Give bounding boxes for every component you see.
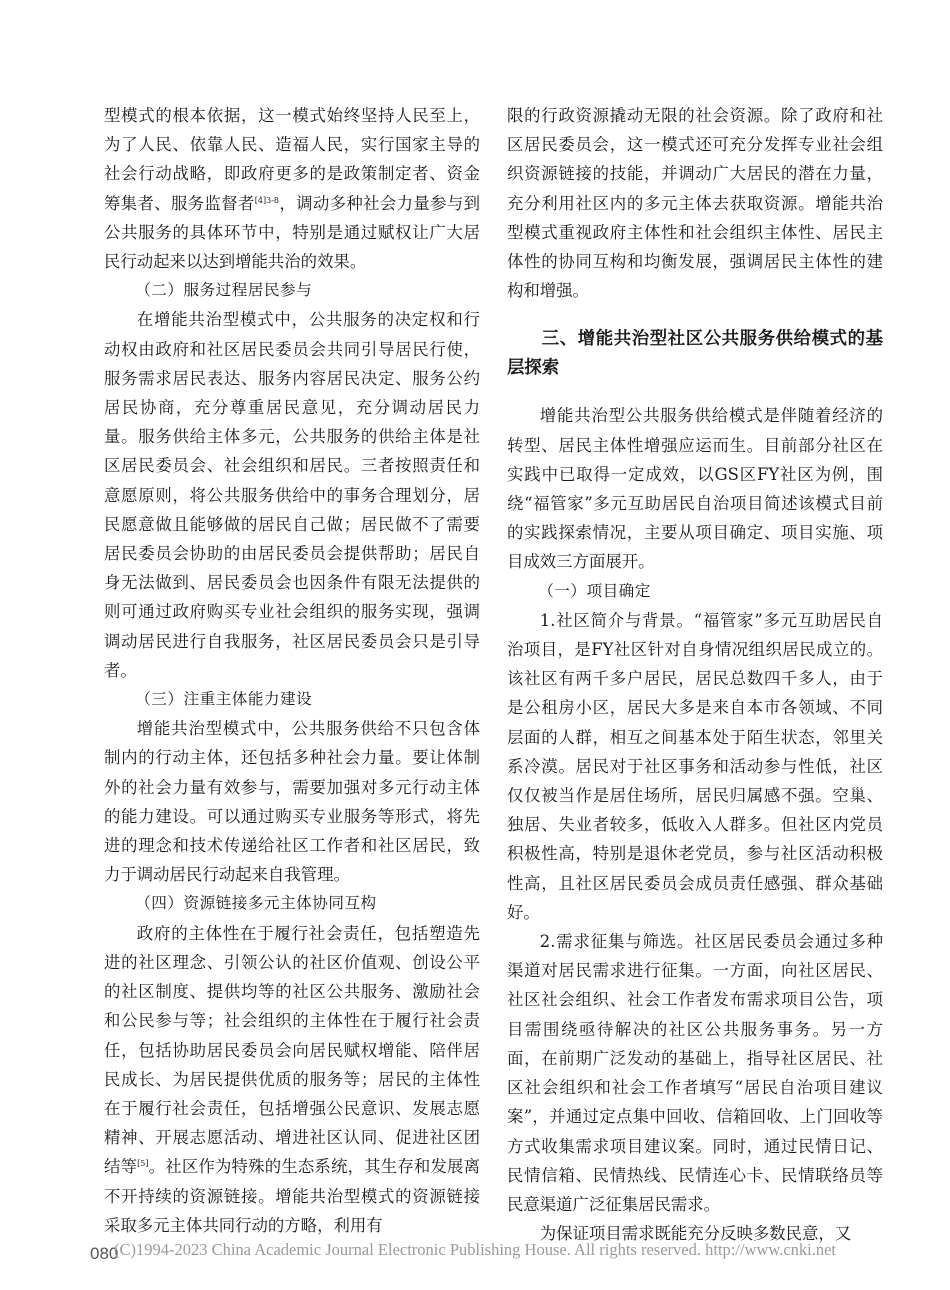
paragraph-intro-continued bbox=[104, 101, 480, 276]
paragraph-text: 。社区作为特殊的生态系统，其生存和发展离不开持续的资源链接。增能共治型模式的资源链接采取多元主体共同行动的方略，利用有 bbox=[104, 1157, 481, 1235]
copyright-footer: (C)1994-2023 China Academic Journal Electronic Publishing House. All rights reserved. http://www.cnki.net bbox=[113, 1240, 837, 1259]
paragraph-resource-continued: 限的行政资源撬动无限的社会资源。除了政府和社区居民委员会，这一模式还可充分发挥专业社会组织资源链接的技能，并调动广大居民的潜在力量，充分利用社区内的多元主体去获取资源。增能共治型模式重视政府主体性和社会组织主体性、居民主体性的协同互构和均衡发展，强调居民主体性的建构和增强。 bbox=[507, 106, 883, 301]
left-column bbox=[104, 101, 480, 1240]
paragraph-text: 型模式的根本依据，这一模式始终坚持人民至上，为了人民、依靠人民、造福人民，实行国家主导的社会行动战略，即政府更多的是政策制定者、资金筹集者、服务监督者 bbox=[104, 106, 480, 213]
paragraph-community-background: 1.社区简介与背景。“福管家”多元互助居民自治项目，是FY社区针对自身情况组织居民成立的。该社区有两千多户居民，居民总数四千多人，由于是公租房小区，居民大多是来自本市各领域、不同层面的人群，相互之间基本处于陌生状态，邻里关系冷漠。居民对于社区事务和活动参与性低，社区仅仅被当作是居住场所，居民归属感不强。空巢、独居、失业者较多，低收入人群多。但社区内党员积极性高，特别是退休老党员，参与社区活动积极性高，且社区居民委员会成员责任感强、群众基础好。 bbox=[507, 610, 883, 922]
right-column bbox=[507, 101, 883, 1248]
paragraph-demand-continued: 为保证项目需求既能充分反映多数民意，又 bbox=[539, 1224, 852, 1244]
page-number: 080 bbox=[90, 1244, 119, 1263]
paragraph-resource-linking bbox=[104, 919, 480, 1240]
subheading-resource-linking: （四）资源链接多元主体协同互构 bbox=[135, 894, 377, 913]
paragraph-section-intro: 增能共治型公共服务供给模式是伴随着经济的转型、居民主体性增强应运而生。目前部分社区在实践中已取得一定成效，以GS区FY社区为例，围绕“福管家”多元互助居民自治项目简述该模式目前的实践探索情况，主要从项目确定、项目实施、项目成效三方面展开。 bbox=[507, 406, 883, 572]
paragraph-text: 政府的主体性在于履行社会责任，包括塑造先进的社区理念、引领公认的社区价值观、创设公平的社区制度、提供均等的社区公共服务、激励社会和公民参与等；社会组织的主体性在于履行社会责任，包括协助居民委员会向居民赋权增能、陪伴居民成长、为居民提供优质的服务等；居民的主体性在于履行社会责任，包括增强公民意识、发展志愿精神、开展志愿活动、增进社区认同、促进社区团结等 bbox=[104, 923, 480, 1177]
paragraph-capacity-building: 增能共治型模式中，公共服务供给不只包含体制内的行动主体，还包括多种社会力量。要让体制外的社会力量有效参与，需要加强对多元行动主体的能力建设。可以通过购买专业服务等形式，将先进的理念和技术传递给社区工作者和社区居民，致力于调动居民行动起来自我管理。 bbox=[104, 719, 480, 885]
citation-ref-5: [5] bbox=[137, 1159, 149, 1169]
paragraph-resident-participation: 在增能共治型模式中，公共服务的决定权和行动权由政府和社区居民委员会共同引导居民行使，服务需求居民表达、服务内容居民决定、服务公约居民协商，充分尊重居民意见，充分调动居民力量。服务供给主体多元，公共服务的供给主体是社区居民委员会、社会组织和居民。三者按照责任和意愿原则，将公共服务供给中的事务合理划分，居民愿意做且能够做的居民自己做；居民做不了需要居民委员会协助的由居民委员会提供帮助；居民自身无法做到、居民委员会也因条件有限无法提供的则可通过政府购买专业社会组织的服务实现，强调调动居民进行自我服务，社区居民委员会只是引导者。 bbox=[104, 310, 480, 680]
subheading-project-determination: （一）项目确定 bbox=[538, 581, 651, 600]
subheading-capacity-building: （三）注重主体能力建设 bbox=[135, 690, 313, 709]
subheading-resident-participation: （二）服务过程居民参与 bbox=[135, 281, 313, 300]
paragraph-demand-collection: 2.需求征集与筛选。社区居民委员会通过多种渠道对居民需求进行征集。一方面，向社区居民、社区社会组织、社会工作者发布需求项目公告，项目需围绕亟待解决的社区公共服务事务。另一方面，在前期广泛发动的基础上，指导社区居民、社区社会组织和社会工作者填写“居民自治项目建议案”，并通过定点集中回收、信箱回收、上门回收等方式收集需求项目建议案。同时，通过民情日记、民情信箱、民情热线、民情连心卡、民情联络员等民意渠道广泛征集居民需求。 bbox=[507, 932, 883, 1214]
citation-ref-4: [4]3-8 bbox=[254, 195, 279, 205]
section-heading-3: 三、增能共治型社区公共服务供给模式的基层探索 bbox=[507, 329, 883, 379]
paragraph-text: ，调动多种社会力量参与到公共服务的具体环节中，特别是通过赋权让广大居民行动起来以达到增能共治的效果。 bbox=[104, 193, 481, 272]
